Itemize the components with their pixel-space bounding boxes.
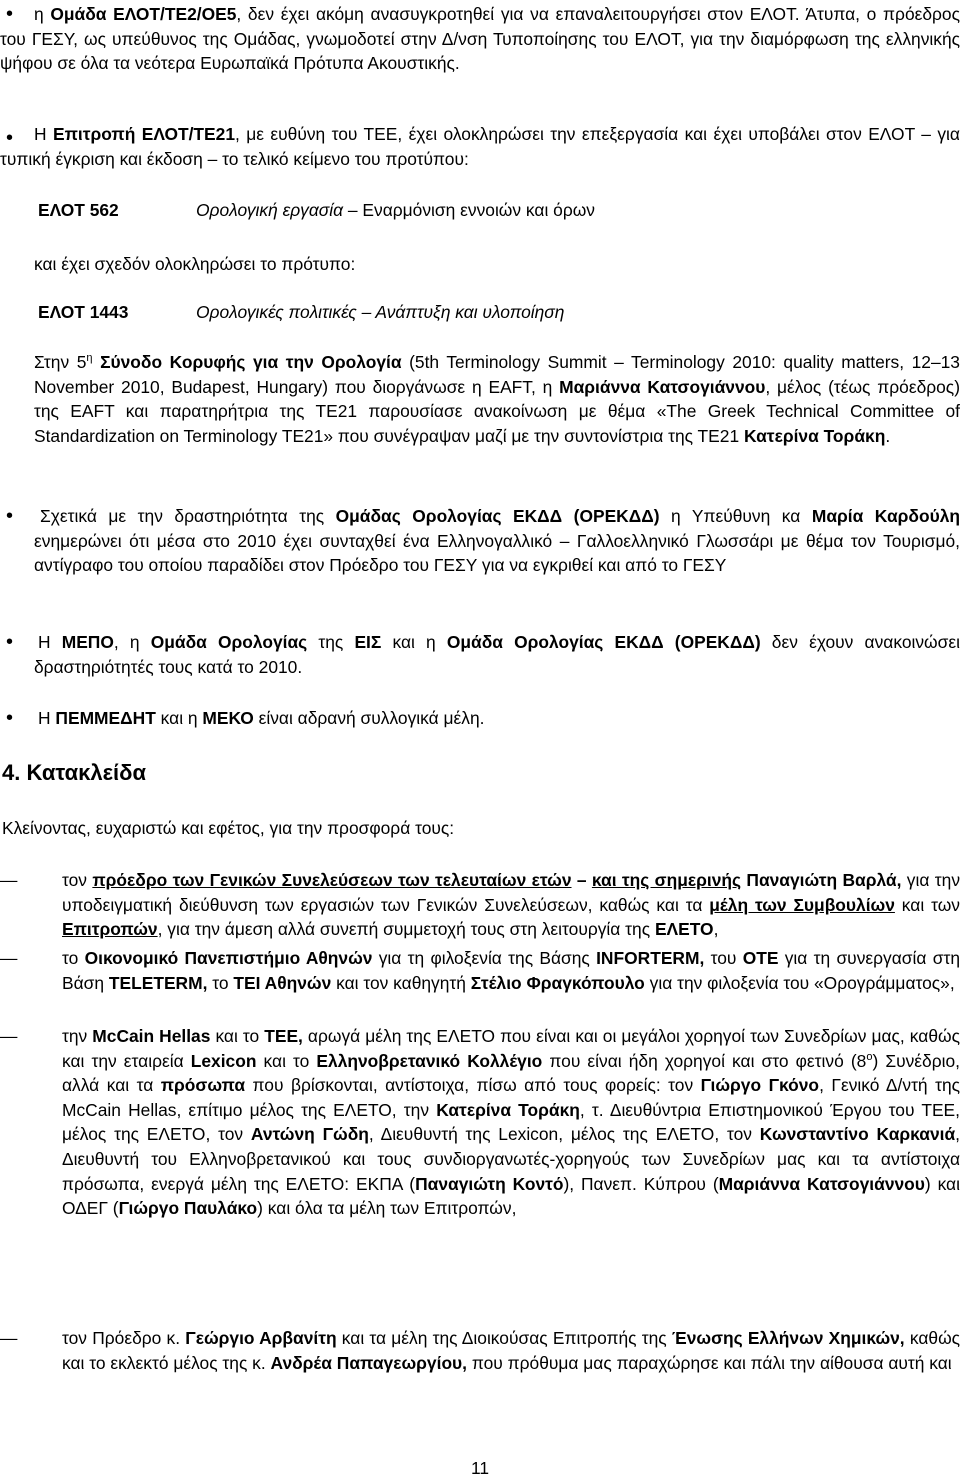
text-run: Ομάδα ΕΛΟΤ/ΤΕ2/ΟΕ5 [50,4,237,24]
dash-text [62,1326,960,1375]
text-run: ΕΙΣ [354,632,382,652]
dash-text [62,868,960,942]
text-run: – [571,870,592,890]
paragraph-text [34,350,960,448]
bullet-item [0,630,960,679]
text-run: Ομάδα Ορολογίας [150,632,308,652]
text-run: πρόεδρο των Γενικών Συνελεύσεων των τελευταίων ετών [92,870,572,890]
text-run: , Διευθυντή της Lexicon, μέλος της ΕΛΕΤΟ, τον [368,1124,760,1145]
dash-text [62,946,960,995]
text-run: McCain Hellas [92,1026,211,1046]
text-run: που βρίσκονται, αντίστοιχα, πίσω από τους φορείς: τον [245,1075,701,1096]
text-run: , Γενικό Δ/ντή της McCain Hellas, επίτιμο μέλος της ΕΛΕΤΟ, την [62,1075,960,1120]
bullet-text [34,504,960,578]
text-run: , τ. Διευθύντρια Επιστημονικού Έργου του ΤΕΕ, μέλος της ΕΛΕΤΟ, τον [62,1099,960,1145]
text-run: καθώς και το εκλεκτό μέλος της κ. [62,1328,960,1373]
bullet-item [0,2,960,76]
text-run: ), Πανεπ. Κύπρου ( [563,1173,719,1194]
text-run: Lexicon [190,1050,257,1071]
text-run: Παναγιώτη Βαρλά, [741,870,902,890]
text-run: και η [155,708,203,728]
text-run: Σύνοδο Κορυφής για την Ορολογία [100,352,402,372]
text-run: και έχει σχεδόν ολοκληρώσει το πρότυπο: [34,254,356,274]
text-run: , με ευθύνη του ΤΕΕ, έχει ολοκληρώσει την επεξεργασία και έχει υποβάλει στον ΕΛΟΤ – για τυπική έγκριση και έκδοση – το τελικό κείμενο του προτύπου: [0,124,960,169]
text-run: Παναγιώτη Κοντό [415,1173,564,1194]
text-run: Γιώργο Γκόνο [700,1075,820,1096]
text-run: ΤΕΕ, [264,1026,303,1046]
text-run: Μαριάννα Κατσογιάννου [718,1173,925,1194]
text-run: Γιώργο Παυλάκο [118,1198,258,1219]
text-run: είναι αδρανή συλλογικά μέλη. [253,708,485,728]
paragraph [0,816,960,841]
text-run: Στέλιο Φραγκόπουλο [470,972,645,993]
text-run: και των [894,894,960,915]
paragraph-text [2,816,960,841]
text-run: , μέλος (τέως πρόεδρος) της EAFT και παρατηρήτρια της ΤΕ21 παρουσίασε ανακοίνωση με θέμα «The Greek Technical Committee of Standardization on Terminology TE21» που συνέγραψαν μαζί με την συντονίστρια της ΤΕ21 [34,376,960,446]
text-run: Αντώνη Γώδη [250,1124,369,1145]
text-run: ΕΛΟΤ 1443 [38,302,129,322]
paragraph [0,350,960,448]
bullet-text [38,706,960,731]
bullet-item [0,504,960,578]
text-run: Κατερίνα Τοράκη [743,425,886,446]
text-run: Γεώργιο Αρβανίτη [185,1328,337,1348]
text-run: INFORTERM, [596,948,705,968]
text-run: και τα μέλη της Διοικούσας Επιτροπής της [336,1328,672,1348]
text-run: Ένωσης Ελλήνων Χημικών, [671,1328,905,1348]
text-run: δεν έχουν ανακοινώσει δραστηριότητές τους κατά το 2010. [34,632,960,677]
dash-item [0,946,960,995]
text-run: ΠΕΜΜΕΔΗΤ [55,708,156,728]
text-run: Ορολογική εργασία [196,200,344,220]
text-run: και το [210,1026,265,1046]
text-run: ΕΛΕΤΟ [654,919,714,940]
text-run: (5th Terminology Summit – Terminology 2010: quality matters, 12–13 November 2010, Budapest, Hungary) που διοργάνωσε η EAFT, η [34,352,960,397]
standard-title [196,300,564,325]
text-run: η [34,4,51,24]
text-run: Η [38,708,56,728]
page-number: 11 [470,1458,490,1478]
text-run: Ομάδα Ορολογίας ΕΚΔΔ (ΟΡΕΚΔΔ) [446,632,761,652]
text-run: την [62,1026,93,1046]
text-run: για την φιλοξενία του «Ορογράμματος», [644,972,955,993]
text-run: Επιτροπή ΕΛΟΤ/ΤΕ21 [52,124,235,144]
text-run: ) και ΟΔΕΓ ( [62,1173,960,1219]
paragraph [0,252,960,277]
text-run: , για την άμεση αλλά συνεπή συμμετοχή τους στη λειτουργία της [157,919,655,940]
text-run: του [704,948,743,968]
bullet-item [0,122,960,171]
section-heading-text [2,758,960,788]
text-run: πρόσωπα [160,1075,246,1096]
dash-item [0,1326,960,1375]
text-run: η Υπεύθυνη κα [659,506,812,526]
paragraph-text [34,252,960,277]
text-run: Η [34,124,53,144]
text-run: , Διευθυντή του Ελληνοβρετανικού και τους συνδιοργανωτές-χορηγούς των Συνεδρίων μας και τα αντίστοιχα πρόσωπα, ενεργά μέλη της ΕΛΕΤΟ: ΕΚΠΑ ( [62,1124,960,1194]
text-run: Κλείνοντας, ευχαριστώ και εφέτος, για την προσφορά τους: [2,818,455,838]
text-run: ΤΕΙ Αθηνών [233,972,332,993]
text-run: που είναι ήδη χορηγοί και στο φετινό (8 [542,1050,867,1071]
text-run: , δεν έχει ακόμη ανασυγκροτηθεί για να επαναλειτουργήσει στον ΕΛΟΤ. Άτυπα, ο πρόεδρος του ΓΕΣΥ, ως υπεύθυνος της Ομάδας, γνωμοδοτεί στην Δ/νση Τυποποίησης του ΕΛΟΤ, για την διαμόρφωση της ελληνικής ψήφου σε όλα τα νεότερα Ευρωπαϊκά Πρότυπα Ακουστικής. [0,4,960,74]
text-run: ενημερώνει ότι μέσα στο 2010 έχει συνταχθεί ένα Ελληνογαλλικό – Γαλλοελληνικό Γλωσσάρι με θέμα τον Τουρισμό, αντίγραφο του οποίου παραδίδει στον Πρόεδρο του ΓΕΣΥ για να εγκριθεί και από το ΓΕΣΥ [34,530,960,576]
bullet-text [0,122,960,171]
text-run: Κωνσταντίνο Καρκανιά [759,1124,956,1145]
text-run: Ομάδας Ορολογίας ΕΚΔΔ (ΟΡΕΚΔΔ) [335,506,660,526]
text-run: μέλη των Συμβουλίων [709,894,895,915]
bullet-text [34,630,960,679]
text-run: Κατερίνα Τοράκη [436,1099,580,1120]
text-run: της [307,632,355,652]
standard-code [38,198,119,223]
text-run: αρωγά μέλη της ΕΛΕΤΟ που είναι και οι μεγάλοι χορηγοί των Συνεδρίων μας, καθώς και την εταιρεία [62,1026,960,1071]
bullet-item [0,706,960,731]
text-run: Η [38,632,62,652]
text-run: ) Συνέδριο, αλλά και τα [62,1050,960,1096]
section-heading [0,758,960,788]
text-run: ) και όλα τα μέλη των Επιτροπών, [257,1198,517,1219]
text-run: Σχετικά με την δραστηριότητα της [40,506,336,526]
text-run: Στην 5 [34,352,87,372]
text-run: Ανδρέα Παπαγεωργίου, [270,1352,468,1373]
text-run: Επιτροπών [62,919,158,940]
dash-text [62,1024,960,1221]
text-run: τον Πρόεδρο κ. [62,1328,186,1348]
text-run: Ελληνοβρετανικό Κολλέγιο [316,1050,543,1071]
text-run: . [885,425,891,446]
text-run: 4. Κατακλείδα [2,760,147,785]
dash-item [0,1024,960,1221]
text-run: Ορολογικές πολιτικές – Ανάπτυξη και υλοποίηση [196,302,565,322]
text-run: για την υποδειγματική διεύθυνση των εργασιών των Γενικών Συνελεύσεων, καθώς και τα [62,870,960,915]
text-run: και η [381,632,447,652]
text-run: , η [113,632,151,652]
standard-title [196,198,595,223]
text-run: τον [62,870,93,890]
text-run: ΜΕΠΟ [61,632,114,652]
text-run [93,352,101,372]
text-run: ΟΤΕ [742,948,779,968]
text-run: ΕΛΟΤ 562 [38,200,119,220]
text-run: που πρόθυμα μας παραχώρησε και πάλι την αίθουσα αυτή και [467,1352,952,1373]
text-run: και τον καθηγητή [331,972,471,993]
text-run: Μαριάννα Κατσογιάννου [559,376,766,397]
text-run: το [207,972,234,993]
text-run: ΜΕΚΟ [202,708,254,728]
text-run: το [62,948,85,968]
standard-code [38,300,128,325]
text-run: για τη συνεργασία στη Βάση [62,948,960,993]
text-run: , [713,919,719,940]
text-run: – Εναρμόνιση εννοιών και όρων [343,200,595,220]
dash-item [0,868,960,942]
text-run: TELETERM, [108,972,208,993]
text-run: η [86,352,93,364]
bullet-text [0,2,960,76]
text-run: ο [866,1050,873,1063]
text-run: και της σημερινής [591,870,742,890]
text-run: Οικονομικό Πανεπιστήμιο Αθηνών [84,948,373,968]
text-run: και το [256,1050,317,1071]
text-run: για τη φιλοξενία της Βάσης [372,948,597,968]
text-run: Μαρία Καρδούλη [811,506,960,526]
